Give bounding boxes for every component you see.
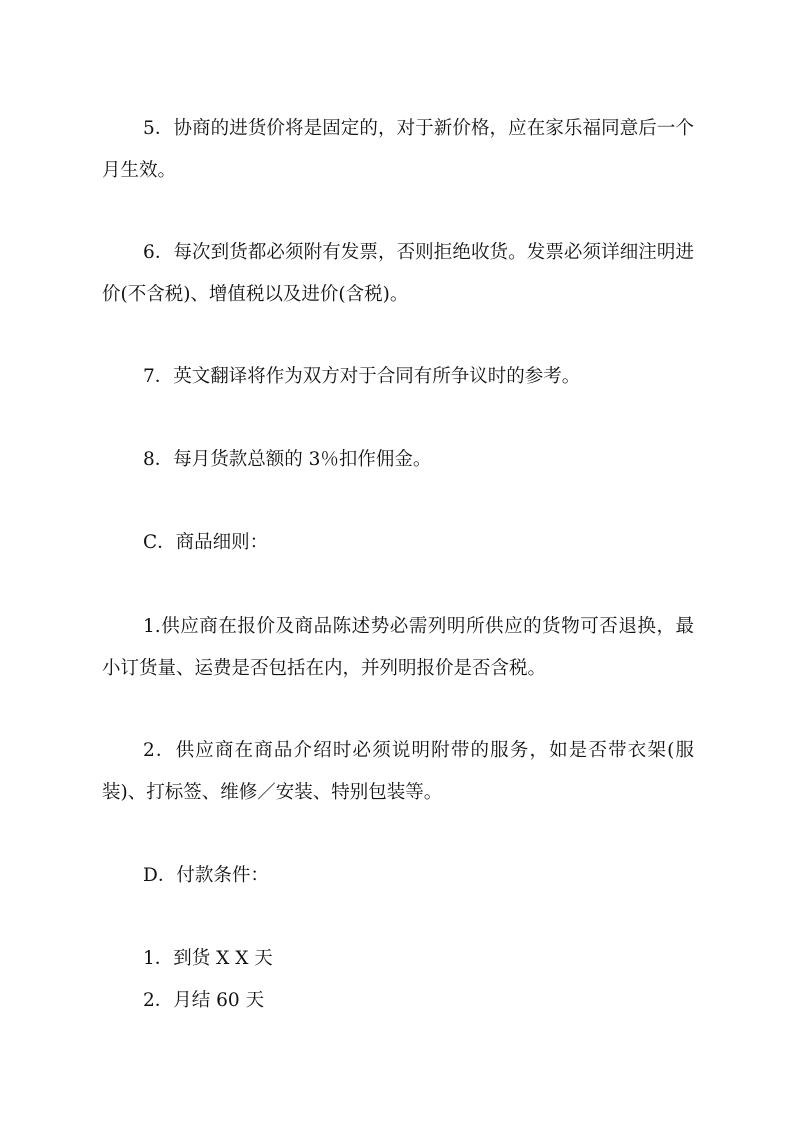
clause-8-paragraph: 8．每月货款总额的 3％扣作佣金。 <box>143 449 432 470</box>
section-d-heading: D．付款条件： <box>143 865 269 886</box>
product-detail-1-paragraph: 1.供应商在报价及商品陈述势必需列明所供应的货物可否退换，最小订货量、运费是否包括在内，并列明报价是否含税。 <box>102 616 694 679</box>
product-detail-2-paragraph: 2．供应商在商品介绍时必须说明附带的服务，如是否带衣架(服装)、打标签、维修／安装、特别包装等。 <box>102 740 694 803</box>
clause-6-paragraph: 6．每次到货都必须附有发票，否则拒绝收货。发票必须详细注明进价(不含税)、增值税以及进价(含税)。 <box>102 242 694 305</box>
payment-term-1: 1．到货 X X 天 <box>143 948 273 969</box>
payment-term-2: 2．月结 60 天 <box>143 990 265 1011</box>
section-c-heading: C．商品细则： <box>143 532 269 553</box>
clause-7-paragraph: 7．英文翻译将作为双方对于合同有所争议时的参考。 <box>143 366 581 387</box>
clause-5-paragraph: 5．协商的进货价将是固定的，对于新价格，应在家乐福同意后一个月生效。 <box>102 118 694 181</box>
